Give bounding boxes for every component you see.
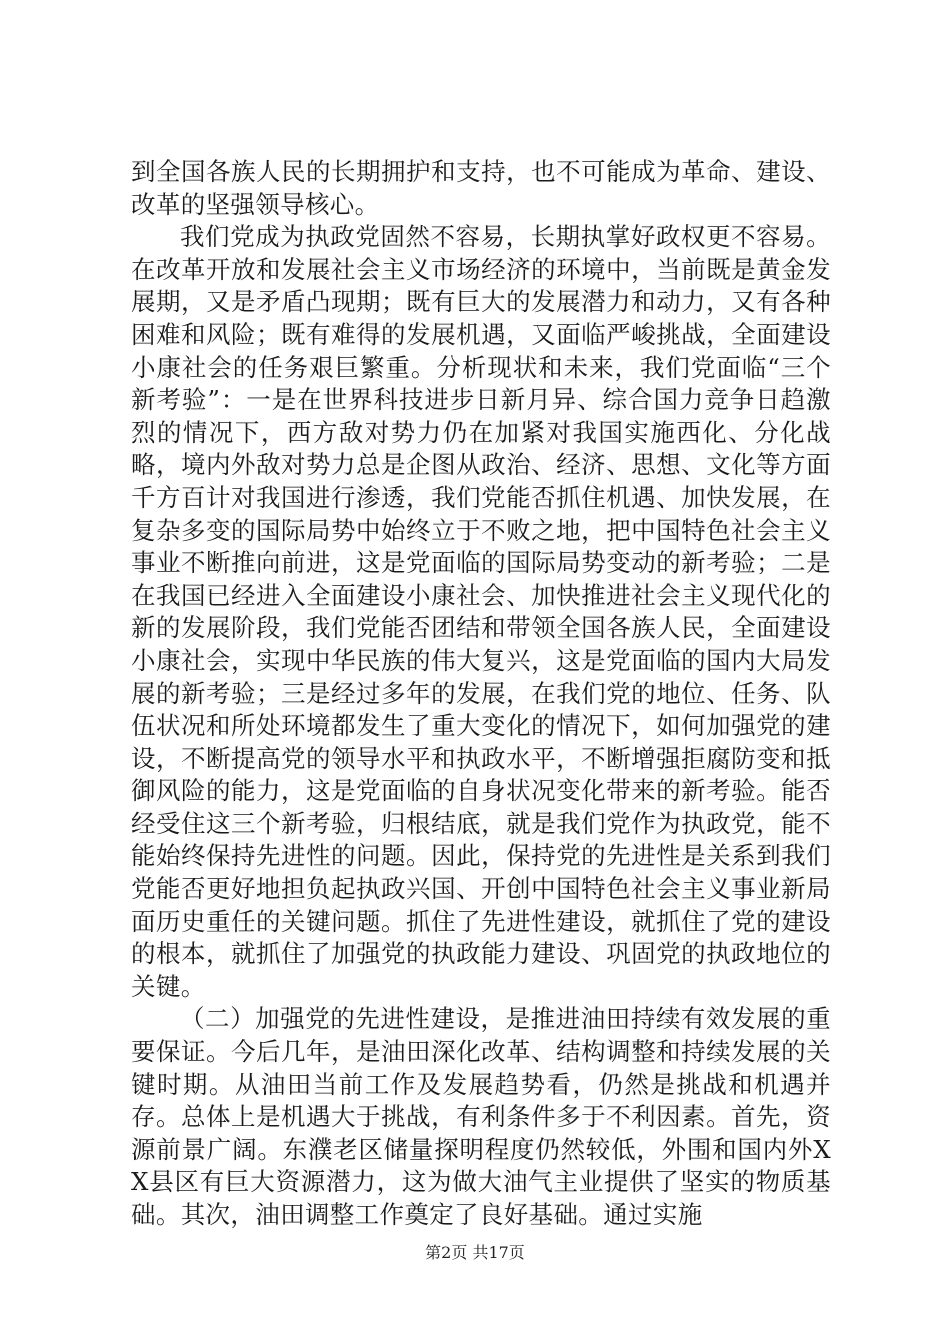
paragraph-three-new-tests: 我们党成为执政党固然不容易，长期执掌好政权更不容易。在改革开放和发展社会主义市场经济的环境中，当前既是黄金发展期，又是矛盾凸现期；既有巨大的发展潜力和动力，又有各种困难和风险；既有难得的发展机遇，又面临严峻挑战，全面建设小康社会的任务艰巨繁重。分析现状和未来，我们党面临“三个新考验”：一是在世界科技进步日新月异、综合国力竞争日趋激烈的情况下，西方敌对势力仍在加紧对我国实施西化、分化战略，境内外敌对势力总是企图从政治、经济、思想、文化等方面千方百计对我国进行渗透，我们党能否抓住机遇、加快发展，在复杂多变的国际局势中始终立于不败之地，把中国特色社会主义事业不断推向前进，这是党面临的国际局势变动的新考验；二是在我国已经进入全面建设小康社会、加快推进社会主义现代化的新的发展阶段，我们党能否团结和带领全国各族人民，全面建设小康社会，实现中华民族的伟大复兴，这是党面临的国内大局发展的新考验；三是经过多年的发展，在我们党的地位、任务、队伍状况和所处环境都发生了重大变化的情况下，如何加强党的建设，不断提高党的领导水平和执政水平，不断增强拒腐防变和抵御风险的能力，这是党面临的自身状况变化带来的新考验。能否经受住这三个新考验，归根结底，就是我们党作为执政党，能不能始终保持先进性的问题。因此，保持党的先进性是关系到我们党能否更好地担负起执政兴国、开创中国特色社会主义事业新局面历史重任的关键问题。抓住了先进性建设，就抓住了党的建设的根本，就抓住了加强党的执政能力建设、巩固党的执政地位的关键。 [131,222,831,1001]
page-number-footer: 第2页 共17页 [425,1243,525,1262]
body-text [131,156,831,1232]
paragraph-continuation: 到全国各族人民的长期拥护和支持，也不可能成为革命、建设、改革的坚强领导核心。 [131,157,831,219]
paragraph-oilfield-development: （二）加强党的先进性建设，是推进油田持续有效发展的重要保证。今后几年，是油田深化改革、结构调整和持续发展的关键时期。从油田当前工作及发展趋势看，仍然是挑战和机遇并存。总体上是机遇大于挑战，有利条件多于不利因素。首先，资源前景广阔。东濮老区储量探明程度仍然较低，外围和国内外XX县区有巨大资源潜力，这为做大油气主业提供了坚实的物质基础。其次，油田调整工作奠定了良好基础。通过实施 [131,1004,831,1229]
